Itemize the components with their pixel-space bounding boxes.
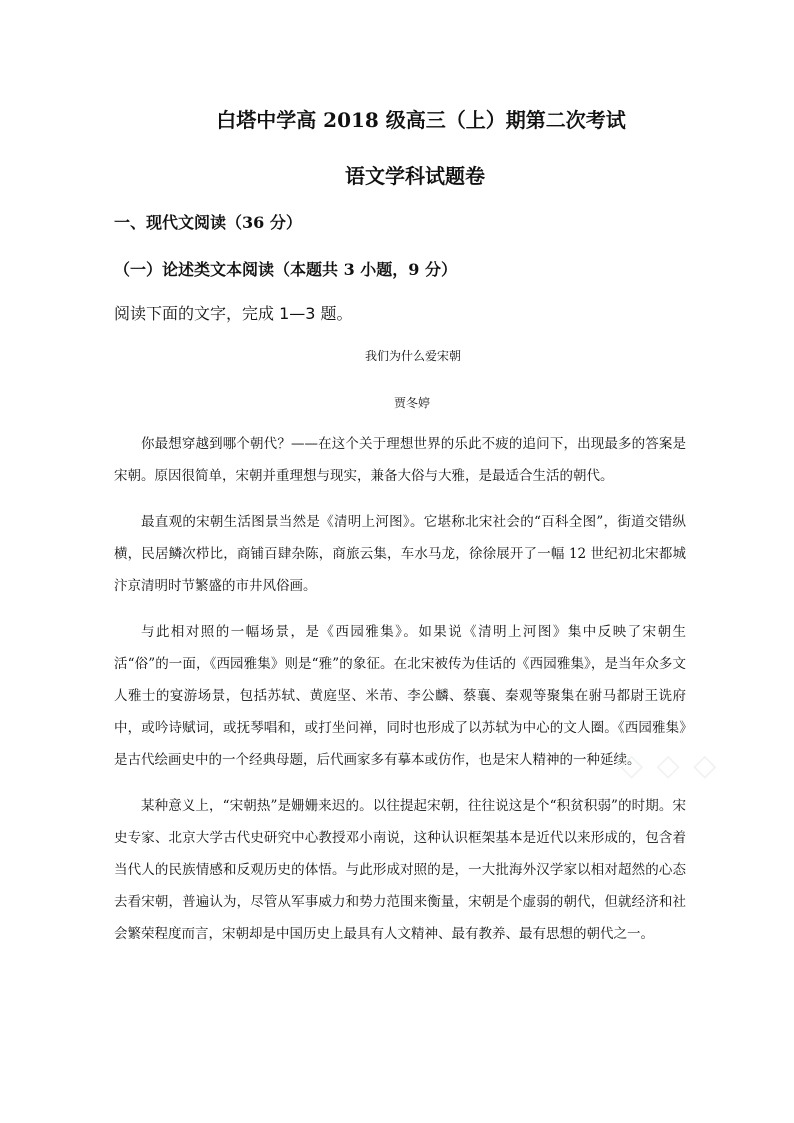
article-paragraph: 你最想穿越到哪个朝代？——在这个关于理想世界的乐此不疲的追问下，出现最多的答案是宋朝。原因很简单，宋朝并重理想与现实，兼备大俗与大雅，是最适合生活的朝代。	[114, 436, 686, 484]
exam-title: 白塔中学高 2018 级高三（上）期第二次考试	[216, 108, 626, 132]
exam-subtitle: 语文学科试题卷	[345, 164, 485, 188]
section-heading-reading: （一）论述类文本阅读（本题共 3 小题，9 分）	[114, 260, 457, 279]
article-paragraph: 与此相对照的一幅场景，是《西园雅集》。如果说《清明上河图》集中反映了宋朝生活“俗”的一面，《西园雅集》则是“雅”的象征。在北宋被传为佳话的《西园雅集》，是当年众多文人雅士的宴游场景，包括苏轼、黄庭坚、米芾、李公麟、蔡襄、秦观等聚集在驸马都尉王诜府中，或吟诗赋词，或抚琴唱和，或打坐问禅，同时也形成了以苏轼为中心的文人圈。《西园雅集》是古代绘画史中的一个经典母题，后代画家多有摹本或仿作，也是宋人精神的一种延续。	[114, 624, 686, 768]
article-author: 贾冬婷	[393, 396, 430, 410]
article-paragraph: 最直观的宋朝生活图景当然是《清明上河图》。它堪称北宋社会的“百科全图”，街道交错纵横，民居鳞次栉比，商铺百肆杂陈，商旅云集，车水马龙，徐徐展开了一幅 12 世纪初北宋都城汴京清明时节繁盛的市井风俗画。	[114, 514, 686, 594]
reading-instruction: 阅读下面的文字，完成 1—3 题。	[114, 304, 353, 323]
article-body	[114, 428, 686, 964]
watermark-mark: ◇ ◇ ◇	[620, 748, 719, 783]
article-title: 我们为什么爱宋朝	[364, 349, 461, 363]
article-paragraph: 某种意义上，“宋朝热”是姗姗来迟的。以往提起宋朝，往往说这是个“积贫积弱”的时期。宋史专家、北京大学古代史研究中心教授邓小南说，这种认识框架基本是近代以来形成的，包含着当代人的民族情感和反观历史的体悟。与此形成对照的是，一大批海外汉学家以相对超然的心态去看宋朝，普遍认为，尽管从军事威力和势力范围来衡量，宋朝是个虚弱的朝代，但就经济和社会繁荣程度而言，宋朝却是中国历史上最具有人文精神、最有教养、最有思想的朝代之一。	[114, 798, 686, 942]
section-heading-part1: 一、现代文阅读（36 分）	[114, 213, 302, 232]
